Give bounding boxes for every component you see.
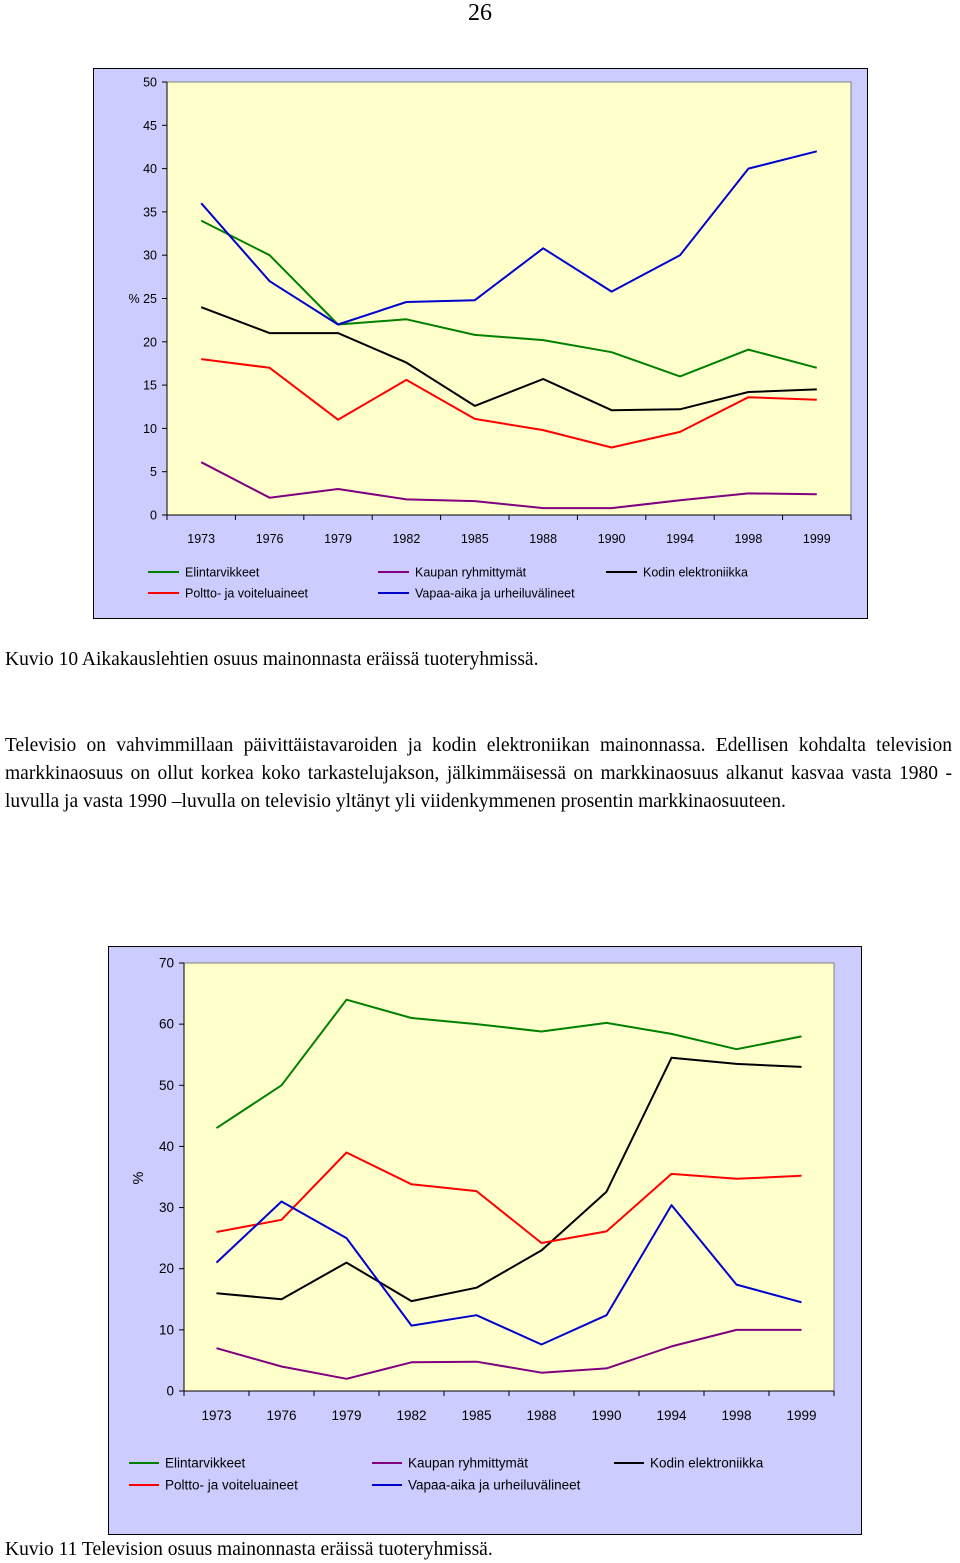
legend-label: Poltto- ja voiteluaineet bbox=[185, 586, 308, 601]
x-tick-label: 1973 bbox=[187, 532, 216, 546]
x-tick-label: 1994 bbox=[666, 532, 694, 546]
legend-label: Vapaa-aika ja urheiluvälineet bbox=[415, 586, 575, 601]
x-tick-label: 1976 bbox=[266, 1408, 297, 1423]
x-tick-label: 1982 bbox=[396, 1408, 427, 1423]
x-tick-label: 1988 bbox=[526, 1408, 557, 1423]
y-tick-label: 45 bbox=[143, 118, 157, 133]
legend-label: Poltto- ja voiteluaineet bbox=[165, 1477, 298, 1493]
x-tick-label: 1976 bbox=[255, 532, 284, 546]
x-tick-label: 1985 bbox=[461, 1408, 492, 1423]
body-paragraph: Televisio on vahvimmillaan päivittäistavaroiden ja kodin elektroniikan mainonnassa. Edellisen kohdalta television markkinaosuus on ollut korkea koko tarkastelujakson, jälkimmäisessä on markkinaosuus alkanut kasvaa vasta 1980 -luvulla ja vasta 1990 –luvulla on televisio yltänyt yli viidenkymmenen prosentin markkinaosuuteen. bbox=[5, 735, 952, 812]
legend-label: Kaupan ryhmittymät bbox=[415, 565, 527, 580]
chart-aikakauslehdet bbox=[93, 68, 868, 619]
chart-aikakauslehdet-svg bbox=[94, 69, 867, 618]
y-tick-label: 20 bbox=[158, 1261, 174, 1277]
x-tick-label: 1985 bbox=[460, 532, 489, 546]
y-tick-label: 40 bbox=[158, 1138, 174, 1154]
legend-label: Vapaa-aika ja urheiluvälineet bbox=[408, 1477, 581, 1493]
y-tick-label: 50 bbox=[158, 1077, 174, 1093]
y-tick-label: 30 bbox=[143, 248, 157, 263]
legend-label: Kodin elektroniikka bbox=[643, 565, 748, 580]
y-tick-label: 10 bbox=[143, 421, 157, 436]
y-tick-label: 0 bbox=[150, 508, 157, 523]
x-tick-label: 1979 bbox=[324, 532, 352, 546]
y-tick-label: 50 bbox=[143, 75, 157, 90]
x-tick-label: 1990 bbox=[597, 532, 626, 546]
x-tick-label: 1982 bbox=[392, 532, 421, 546]
y-tick-label: 10 bbox=[158, 1322, 174, 1338]
y-tick-label: 70 bbox=[158, 955, 174, 971]
y-tick-label: 20 bbox=[143, 335, 157, 350]
page-number: 26 bbox=[468, 0, 492, 26]
x-tick-label: 1973 bbox=[201, 1408, 232, 1423]
y-tick-label: 40 bbox=[143, 162, 157, 177]
x-tick-label: 1988 bbox=[529, 532, 558, 546]
chart-televisio-svg bbox=[109, 947, 861, 1534]
y-tick-label: 60 bbox=[158, 1016, 174, 1032]
plot-area bbox=[167, 82, 851, 515]
legend-label: Elintarvikkeet bbox=[185, 565, 260, 580]
figure-11-caption: Kuvio 11 Television osuus mainonnasta eräissä tuoteryhmissä. bbox=[5, 1539, 493, 1560]
legend-label: Kaupan ryhmittymät bbox=[408, 1455, 529, 1471]
y-tick-label: 15 bbox=[143, 378, 157, 393]
y-tick-label: % 25 bbox=[128, 292, 157, 306]
y-tick-label: 5 bbox=[150, 465, 157, 480]
y-tick-label: 0 bbox=[166, 1383, 174, 1399]
x-tick-label: 1998 bbox=[721, 1408, 752, 1423]
x-tick-label: 1999 bbox=[802, 532, 831, 546]
y-axis-label: % bbox=[131, 1171, 147, 1185]
legend-label: Kodin elektroniikka bbox=[650, 1455, 764, 1471]
chart-televisio bbox=[108, 946, 862, 1535]
x-tick-label: 1990 bbox=[591, 1408, 622, 1423]
x-tick-label: 1998 bbox=[734, 532, 763, 546]
y-tick-label: 30 bbox=[158, 1200, 174, 1216]
figure-10-caption: Kuvio 10 Aikakauslehtien osuus mainonnasta eräissä tuoteryhmissä. bbox=[5, 649, 539, 670]
x-tick-label: 1999 bbox=[786, 1408, 817, 1423]
legend-label: Elintarvikkeet bbox=[165, 1455, 246, 1471]
x-tick-label: 1994 bbox=[656, 1408, 687, 1423]
x-tick-label: 1979 bbox=[331, 1408, 362, 1423]
y-tick-label: 35 bbox=[143, 205, 157, 220]
